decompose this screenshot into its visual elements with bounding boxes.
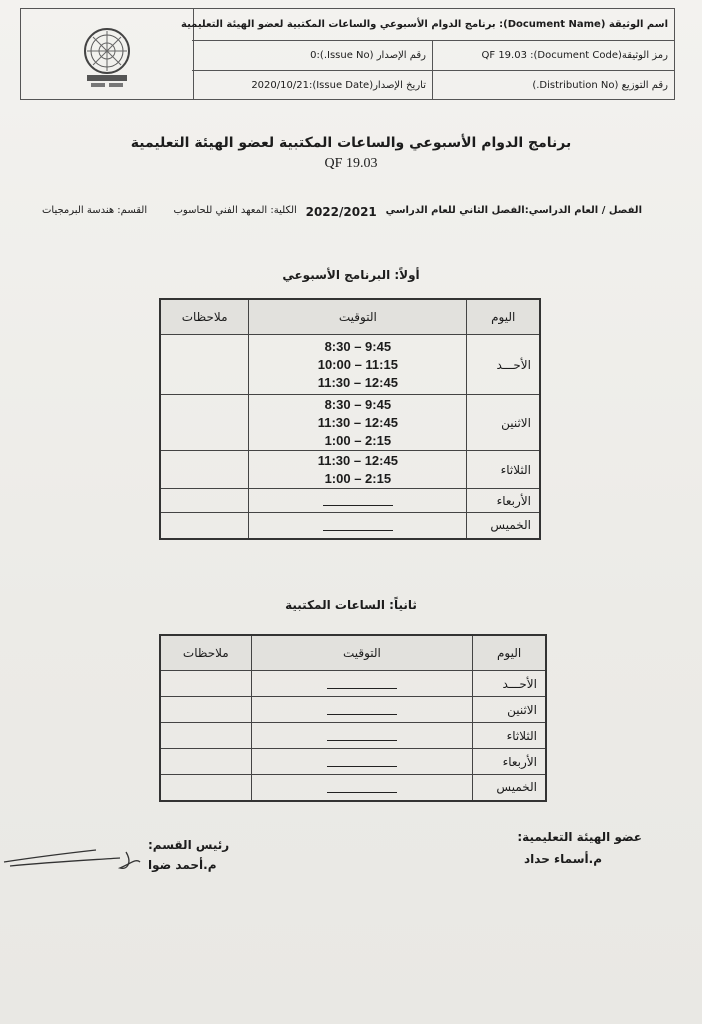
time-cell	[249, 451, 467, 489]
table-row	[160, 671, 546, 697]
table-row	[160, 395, 540, 451]
academic-year: 2022/2021	[305, 205, 377, 219]
day-cell: الاثنين	[467, 395, 540, 451]
member-name: م.أسماء حداد	[524, 852, 602, 866]
empty-line	[323, 497, 393, 506]
table-row	[160, 335, 540, 395]
notes-cell	[160, 489, 249, 513]
time-cell	[249, 395, 467, 451]
time-slot: 11:30 – 12:45	[317, 374, 398, 390]
table-row	[160, 749, 546, 775]
issue-number: رقم الإصدار (Issue No.):0	[310, 50, 426, 61]
empty-line	[327, 706, 397, 715]
time-slot: 8:30 – 9:45	[324, 396, 392, 412]
form-code: QF 19.03	[324, 156, 378, 171]
department-label: القسم: هندسة البرمجيات	[42, 205, 148, 216]
day-cell: الاثنين	[473, 697, 546, 723]
notes-cell	[160, 749, 251, 775]
time-slot: 11:30 – 12:45	[317, 414, 398, 430]
notes-cell	[160, 697, 251, 723]
weekly-schedule-table	[159, 298, 541, 540]
table-row	[160, 489, 540, 513]
time-slot: 11:30 – 12:45	[317, 452, 398, 468]
day-cell: الخميس	[473, 775, 546, 801]
empty-line	[327, 758, 397, 767]
notes-cell	[160, 451, 249, 489]
table-row	[160, 775, 546, 801]
office-hours-title: ثانياً: الساعات المكتبية	[285, 598, 417, 612]
header-notes: ملاحظات	[160, 635, 251, 671]
table-row	[160, 513, 540, 539]
time-cell	[251, 775, 473, 801]
notes-cell	[160, 395, 249, 451]
course-info	[42, 205, 642, 219]
time-slot: 1:00 – 2:15	[324, 470, 392, 486]
time-cell	[249, 513, 467, 539]
empty-line	[327, 732, 397, 741]
time-slot: 1:00 – 2:15	[324, 432, 392, 448]
empty-line	[327, 784, 397, 793]
day-cell: الأربعاء	[473, 749, 546, 775]
day-cell: الأربعاء	[467, 489, 540, 513]
document-header	[20, 8, 675, 100]
header-row-distribution	[192, 71, 674, 99]
time-slot: 10:00 – 11:15	[317, 356, 398, 372]
day-cell: الثلاثاء	[467, 451, 540, 489]
notes-cell	[160, 335, 249, 395]
header-notes: ملاحظات	[160, 299, 249, 335]
head-name: م.أحمد ضوا	[148, 858, 217, 872]
header-row-code	[192, 41, 674, 71]
table-row	[160, 451, 540, 489]
time-cell	[249, 489, 467, 513]
time-cell	[251, 749, 473, 775]
header-day: اليوم	[473, 635, 546, 671]
empty-line	[327, 680, 397, 689]
day-cell: الخميس	[467, 513, 540, 539]
day-cell: الأحـــد	[467, 335, 540, 395]
notes-cell	[160, 513, 249, 539]
header-row-document-name	[181, 9, 674, 41]
header-time: التوقيت	[251, 635, 473, 671]
time-cell	[251, 723, 473, 749]
notes-cell	[160, 671, 251, 697]
office-hours-table	[159, 634, 547, 802]
university-logo-icon	[21, 9, 193, 99]
time-cell	[251, 671, 473, 697]
notes-cell	[160, 775, 251, 801]
day-cell: الأحـــد	[473, 671, 546, 697]
notes-cell	[160, 723, 251, 749]
time-slot: 8:30 – 9:45	[324, 338, 392, 354]
college-label: الكلية: المعهد الفني للحاسوب	[173, 205, 297, 216]
time-cell	[251, 697, 473, 723]
distribution-number: رقم التوزيع (Distribution No.)	[432, 71, 674, 99]
member-label: عضو الهيئة التعليمية:	[517, 830, 642, 844]
semester-label: الفصل / العام الدراسي:الفصل الثاني للعام الدراسي	[385, 205, 642, 216]
day-cell: الثلاثاء	[473, 723, 546, 749]
signature-scribble-icon	[0, 840, 150, 880]
weekly-schedule-title: أولاً: البرنامج الأسبوعي	[282, 268, 420, 282]
empty-line	[323, 522, 393, 531]
header-time: التوقيت	[249, 299, 467, 335]
table-row	[160, 723, 546, 749]
page-title: برنامج الدوام الأسبوعي والساعات المكتبية لعضو الهيئة التعليمية	[130, 135, 572, 151]
logo-cell	[21, 9, 194, 99]
issue-date: تاريخ الإصدار(Issue Date):2020/10/21	[251, 79, 426, 91]
table-row	[160, 697, 546, 723]
document-code: رمز الوثيقة(Document Code): QF 19.03	[432, 41, 674, 70]
time-cell	[249, 335, 467, 395]
document-name: اسم الوثيقة (Document Name): برنامج الدوام الأسبوعي والساعات المكتبية لعضو الهيئة التعليمية	[181, 19, 668, 30]
header-day: اليوم	[467, 299, 540, 335]
head-label: رئيس القسم:	[148, 838, 230, 852]
